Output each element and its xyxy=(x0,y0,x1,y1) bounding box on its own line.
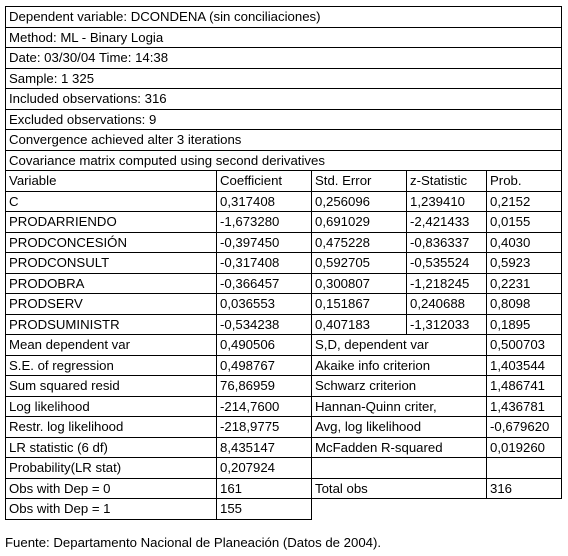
header-row xyxy=(6,130,562,151)
variable-name: PRODARRIENDO xyxy=(6,212,217,233)
table-cell: 0,300807 xyxy=(312,274,407,295)
table-row xyxy=(6,233,562,254)
table-cell: 1,239410 xyxy=(407,192,487,213)
stat-label: S,D, dependent var xyxy=(312,335,487,356)
table-cell: -1,673280 xyxy=(217,212,312,233)
table-cell: 0,0155 xyxy=(487,212,562,233)
table-cell: 0,151867 xyxy=(312,294,407,315)
table-cell: -0,397450 xyxy=(217,233,312,254)
table-cell: -2,421433 xyxy=(407,212,487,233)
table-cell: -0,534238 xyxy=(217,315,312,336)
table-cell: 0,8098 xyxy=(487,294,562,315)
stat-label: LR statistic (6 df) xyxy=(6,438,217,459)
table-cell: -0,317408 xyxy=(217,253,312,274)
stat-label: Hannan-Quinn criter, xyxy=(312,397,487,418)
table-row-obs-dep-1 xyxy=(6,499,562,520)
table-cell: 0,592705 xyxy=(312,253,407,274)
stat-value: 0,019260 xyxy=(487,438,562,459)
table-row xyxy=(6,417,562,438)
stat-value: -0,679620 xyxy=(487,417,562,438)
stat-label: Obs with Dep = 1 xyxy=(6,499,217,520)
stat-label: Sum squared resid xyxy=(6,376,217,397)
header-line: Excluded observations: 9 xyxy=(6,110,562,131)
coefficient-section xyxy=(6,171,562,335)
header-line: Date: 03/30/04 Time: 14:38 xyxy=(6,48,562,69)
variable-name: PRODCONSULT xyxy=(6,253,217,274)
stat-label xyxy=(312,458,487,479)
variable-name: C xyxy=(6,192,217,213)
stat-value: 1,486741 xyxy=(487,376,562,397)
table-row xyxy=(6,356,562,377)
table-cell: -1,312033 xyxy=(407,315,487,336)
header-row xyxy=(6,89,562,110)
stat-label: S.E. of regression xyxy=(6,356,217,377)
column-header: z-Statistic xyxy=(407,171,487,192)
regression-output-table xyxy=(5,6,562,520)
table-row xyxy=(6,335,562,356)
stat-value: 161 xyxy=(217,479,312,500)
source-note: Fuente: Departamento Nacional de Planeación (Datos de 2004). xyxy=(5,535,382,550)
header-row xyxy=(6,151,562,172)
table-row xyxy=(6,376,562,397)
header-line: Sample: 1 325 xyxy=(6,69,562,90)
table-row xyxy=(6,458,562,479)
table-cell: 0,4030 xyxy=(487,233,562,254)
stat-value: 316 xyxy=(487,479,562,500)
stat-label: Akaike info criterion xyxy=(312,356,487,377)
table-row xyxy=(6,192,562,213)
table-cell: 0,475228 xyxy=(312,233,407,254)
table-cell: -0,366457 xyxy=(217,274,312,295)
table-row xyxy=(6,479,562,500)
header-line: Convergence achieved alter 3 iterations xyxy=(6,130,562,151)
table-cell: 0,691029 xyxy=(312,212,407,233)
stat-value: 0,490506 xyxy=(217,335,312,356)
column-header: Prob. xyxy=(487,171,562,192)
stat-label: McFadden R-squared xyxy=(312,438,487,459)
header-row xyxy=(6,69,562,90)
table-cell: 0,2231 xyxy=(487,274,562,295)
header-row xyxy=(6,7,562,28)
variable-name: PRODOBRA xyxy=(6,274,217,295)
column-header-row xyxy=(6,171,562,192)
stat-value: 0,500703 xyxy=(487,335,562,356)
stat-value: 1,403544 xyxy=(487,356,562,377)
table-cell: 0,1895 xyxy=(487,315,562,336)
table-cell: 0,407183 xyxy=(312,315,407,336)
stat-label: Avg, log likelihood xyxy=(312,417,487,438)
stat-value: 76,86959 xyxy=(217,376,312,397)
table-cell: 0,317408 xyxy=(217,192,312,213)
variable-name: PRODCONCESIÓN xyxy=(6,233,217,254)
table-cell: 0,5923 xyxy=(487,253,562,274)
header-row xyxy=(6,48,562,69)
stat-value: 1,436781 xyxy=(487,397,562,418)
header-line: Covariance matrix computed using second derivatives xyxy=(6,151,562,172)
table-cell: -0,535524 xyxy=(407,253,487,274)
table-row xyxy=(6,294,562,315)
stat-value: -218,9775 xyxy=(217,417,312,438)
table-cell: 0,256096 xyxy=(312,192,407,213)
table-row xyxy=(6,253,562,274)
stat-label: Probability(LR stat) xyxy=(6,458,217,479)
stat-label: Obs with Dep = 0 xyxy=(6,479,217,500)
stat-value: -214,7600 xyxy=(217,397,312,418)
table-row xyxy=(6,315,562,336)
table-row xyxy=(6,274,562,295)
variable-name: PRODSUMINISTR xyxy=(6,315,217,336)
table-row xyxy=(6,397,562,418)
table-row xyxy=(6,212,562,233)
stat-label: Mean dependent var xyxy=(6,335,217,356)
column-header: Coefficient xyxy=(217,171,312,192)
stat-value: 155 xyxy=(217,499,312,520)
table-cell: -1,218245 xyxy=(407,274,487,295)
table-cell: 0,240688 xyxy=(407,294,487,315)
header-row xyxy=(6,28,562,49)
column-header: Variable xyxy=(6,171,217,192)
stat-value: 8,435147 xyxy=(217,438,312,459)
header-line: Dependent variable: DCONDENA (sin conciliaciones) xyxy=(6,7,562,28)
stat-value xyxy=(487,458,562,479)
column-header: Std. Error xyxy=(312,171,407,192)
table-cell: 0,2152 xyxy=(487,192,562,213)
variable-name: PRODSERV xyxy=(6,294,217,315)
table-cell: 0,036553 xyxy=(217,294,312,315)
stat-label: Schwarz criterion xyxy=(312,376,487,397)
stat-label: Total obs xyxy=(312,479,487,500)
stat-label: Restr. log likelihood xyxy=(6,417,217,438)
header-section xyxy=(6,7,562,171)
table-row xyxy=(6,438,562,459)
table-cell: -0,836337 xyxy=(407,233,487,254)
header-line: Method: ML - Binary Logia xyxy=(6,28,562,49)
stat-label: Log likelihood xyxy=(6,397,217,418)
stat-value: 0,498767 xyxy=(217,356,312,377)
stat-value: 0,207924 xyxy=(217,458,312,479)
statistics-section xyxy=(6,335,562,499)
header-row xyxy=(6,110,562,131)
header-line: Included observations: 316 xyxy=(6,89,562,110)
